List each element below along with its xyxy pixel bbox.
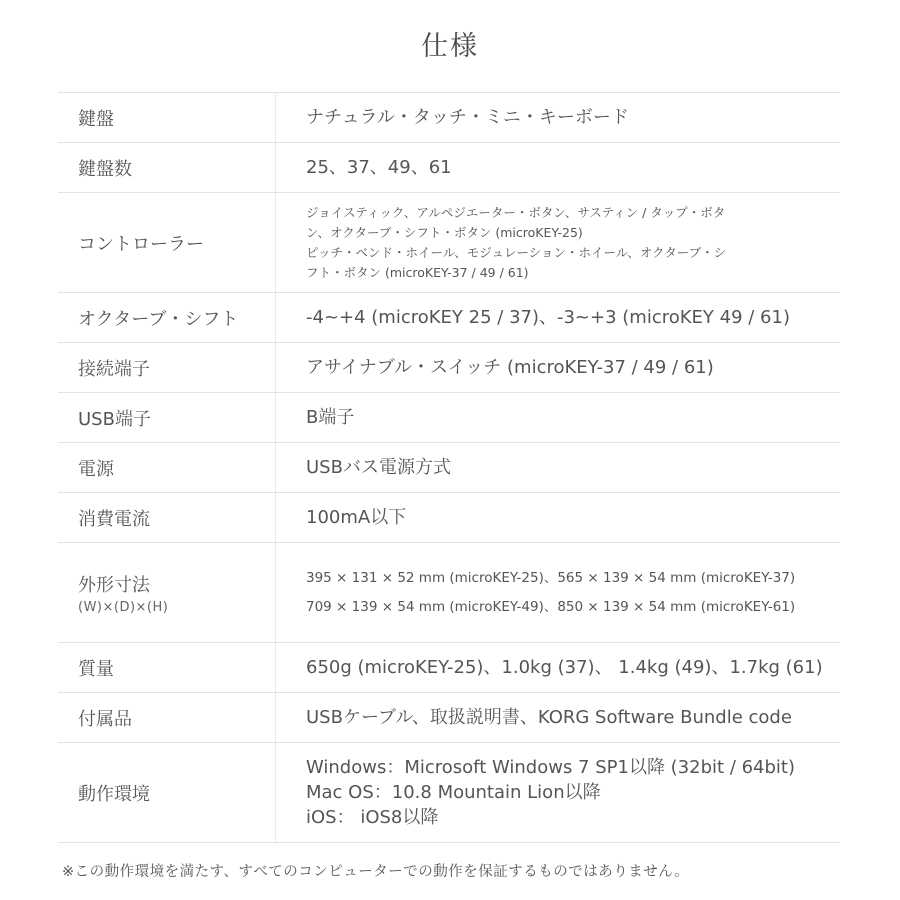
spec-value-line: USBバス電源方式 [306,457,451,478]
spec-label-text: コントローラー [78,233,204,255]
spec-label-text: 接続端子 [78,358,150,380]
page-title: 仕様 [421,31,479,62]
spec-value-line: -4~+4 (microKEY 25 / 37)、-3~+3 (microKEY 49 / 61) [306,307,790,328]
spec-value [276,705,840,730]
spec-value-line: ピッチ・ベンド・ホイール、モジュレーション・ホイール、オクターブ・シ [306,244,727,260]
spec-value-line: アサイナブル・スイッチ (microKEY-37 / 49 / 61) [306,357,714,378]
spec-label [58,343,276,392]
spec-label-text: 鍵盤 [78,108,114,130]
spec-sublabel: (W)×(D)×(H) [78,599,169,615]
spec-value [276,505,840,530]
spec-value-line: USBケーブル、取扱説明書、KORG Software Bundle code [306,707,792,728]
spec-value-line: 709 × 139 × 54 mm (microKEY-49)、850 × 139 × 54 mm (microKEY-61) [306,598,796,615]
spec-label-text: 電源 [78,458,114,480]
spec-value-line: ン、オクターブ・シフト・ボタン (microKEY-25) [306,224,583,240]
spec-label [58,293,276,342]
spec-label [58,643,276,692]
spec-row-current [58,493,840,543]
spec-value-line: Mac OS：10.8 Mountain Lion以降 [306,782,601,803]
spec-row-dimensions [58,543,840,643]
spec-label [58,443,276,492]
spec-value [276,655,840,680]
spec-row-environment [58,743,840,843]
spec-value-line: iOS： iOS8以降 [306,807,439,828]
spec-label-text: 鍵盤数 [78,158,132,180]
spec-value-line: 25、37、49、61 [306,157,452,178]
spec-label-text: 動作環境 [78,783,150,805]
spec-row-weight [58,643,840,693]
spec-label [58,693,276,742]
spec-label [58,543,276,642]
spec-value [276,105,840,130]
spec-label-text: 消費電流 [78,508,150,530]
spec-row-connectors [58,343,840,393]
spec-value [276,755,840,830]
spec-label-text: USB端子 [78,408,151,430]
spec-value-line: Windows：Microsoft Windows 7 SP1以降 (32bit / 64bit) [306,757,796,778]
spec-value-line: 650g (microKEY-25)、1.0kg (37)、 1.4kg (49)、1.7kg (61) [306,657,823,678]
spec-value [276,305,840,330]
spec-label [58,93,276,142]
spec-label-text: 外形寸法 [78,574,150,596]
spec-value [276,155,840,180]
spec-label [58,493,276,542]
spec-value-line: ナチュラル・タッチ・ミニ・キーボード [306,107,629,128]
spec-table [58,92,840,843]
spec-label [58,193,276,292]
spec-value [276,203,840,283]
spec-row-controllers [58,193,840,293]
spec-value-line: 395 × 131 × 52 mm (microKEY-25)、565 × 139 × 54 mm (microKEY-37) [306,569,796,586]
spec-row-usb [58,393,840,443]
spec-value-line: ジョイスティック、アルペジエーター・ボタン、サスティン / タップ・ボタ [306,204,726,220]
spec-value [276,355,840,380]
spec-value [276,564,840,622]
spec-value [276,455,840,480]
spec-row-octave-shift [58,293,840,343]
spec-label [58,143,276,192]
spec-label [58,743,276,842]
spec-value [276,405,840,430]
spec-value-line: フト・ボタン (microKEY-37 / 49 / 61) [306,264,529,280]
spec-value-line: 100mA以下 [306,507,407,528]
spec-value-line: B端子 [306,407,355,428]
footnote: ※この動作環境を満たす、すべてのコンピューターでの動作を保証するものではありません。 [62,864,690,880]
spec-row-accessories [58,693,840,743]
spec-row-key-count [58,143,840,193]
spec-label-text: オクターブ・シフト [78,308,239,330]
spec-row-power [58,443,840,493]
spec-label-text: 質量 [78,658,114,680]
spec-label [58,393,276,442]
spec-row-keyboard [58,93,840,143]
spec-label-text: 付属品 [78,708,132,730]
